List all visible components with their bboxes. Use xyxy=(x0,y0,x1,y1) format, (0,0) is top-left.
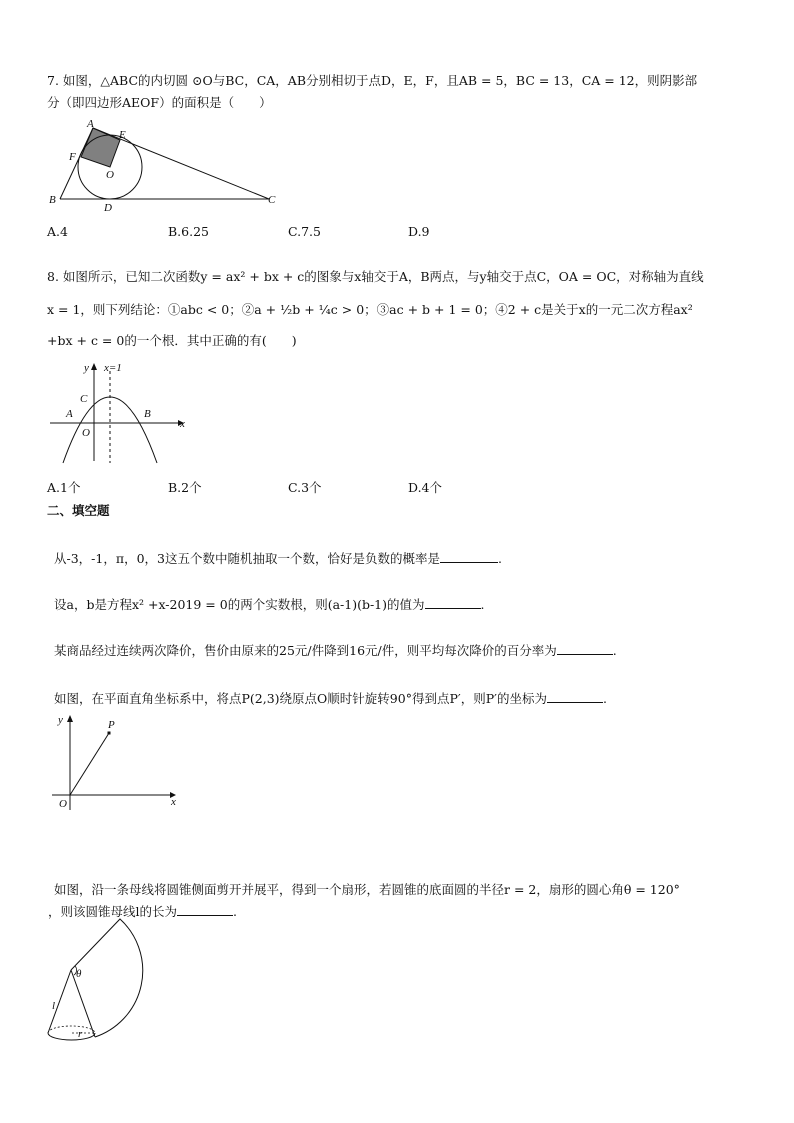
label-o: O xyxy=(106,169,114,181)
label-f: F xyxy=(69,151,76,163)
fill-question-4 xyxy=(54,690,607,707)
q7-option-b[interactable]: B.6.25 xyxy=(168,224,209,239)
q8-option-c[interactable]: C.3个 xyxy=(288,480,322,495)
fill-question-5-end: . xyxy=(233,904,237,919)
fill-question-3 xyxy=(54,642,617,659)
label-x: x xyxy=(180,418,185,430)
label-theta: θ xyxy=(76,968,82,980)
fill-question-2 xyxy=(54,596,485,613)
label-b: B xyxy=(49,194,56,206)
section-heading-fill-in: 二、填空题 xyxy=(47,503,110,518)
label-o: O xyxy=(59,798,67,810)
f4-coordinate-figure xyxy=(52,712,187,812)
fill-question-3-end: . xyxy=(612,643,617,658)
q7-option-a[interactable]: A.4 xyxy=(47,224,68,239)
answer-blank-3[interactable] xyxy=(557,642,613,655)
q8-text-line1: 8. 如图所示，已知二次函数y = ax² + bx + c的图象与x轴交于A，B两点，与y轴交于点C，OA = OC，对称轴为直线 xyxy=(47,269,704,284)
y-axis-arrow xyxy=(67,715,73,722)
label-x: x xyxy=(171,796,176,808)
answer-blank-5[interactable] xyxy=(177,903,233,916)
q8-text-line2: x = 1，则下列结论：①abc < 0；②a + ½b + ¼c > 0；③ac + b + 1 = 0；④2 + c是关于x的一元二次方程ax² xyxy=(47,302,693,317)
parabola-curve xyxy=(63,397,157,463)
q8-text-line3: +bx + c = 0的一个根．其中正确的有( ) xyxy=(47,333,297,348)
label-p: P xyxy=(108,719,115,731)
fill-question-3-text: 某商品经过连续两次降价，售价由原来的25元/件降到16元/件，则平均每次降价的百分率为 xyxy=(54,643,557,658)
answer-blank-4[interactable] xyxy=(547,690,603,703)
label-a: A xyxy=(87,118,94,130)
q8-option-d[interactable]: D.4个 xyxy=(408,480,443,495)
q7-triangle-figure xyxy=(44,115,289,215)
label-y: y xyxy=(58,714,63,726)
fill-question-5-text: ，则该圆锥母线l的长为 xyxy=(48,904,177,919)
f5-cone-sector-figure xyxy=(42,915,152,1045)
q7-option-c[interactable]: C.7.5 xyxy=(288,224,321,239)
label-c: C xyxy=(268,194,276,206)
q8-parabola-figure xyxy=(46,357,196,467)
label-symmetry-axis: x=1 xyxy=(104,362,122,374)
label-y: y xyxy=(84,362,89,374)
label-l: l xyxy=(52,1000,56,1012)
label-c: C xyxy=(80,393,88,405)
q7-text-line2: 分（即四边形AEOF）的面积是（ ） xyxy=(47,95,272,110)
q8-option-b[interactable]: B.2个 xyxy=(168,480,202,495)
label-a: A xyxy=(66,408,73,420)
fill-question-2-end: . xyxy=(480,597,485,612)
cone-base-front xyxy=(48,1033,95,1040)
label-e: E xyxy=(119,129,126,141)
label-b: B xyxy=(144,408,151,420)
fill-question-1 xyxy=(54,550,502,567)
fill-question-4-text: 如图，在平面直角坐标系中，将点P(2,3)绕原点O顺时针旋转90°得到点P′，则P′的坐标为 xyxy=(54,691,547,706)
cone-base-back xyxy=(48,1026,95,1033)
point-p xyxy=(108,732,111,735)
label-r: r xyxy=(78,1028,83,1040)
side-ab xyxy=(60,128,93,199)
label-o: O xyxy=(82,427,90,439)
fill-question-1-end: . xyxy=(497,551,502,566)
label-d: D xyxy=(104,202,112,214)
shaded-quadrilateral-aeof xyxy=(81,128,120,167)
q7-option-d[interactable]: D.9 xyxy=(408,224,430,239)
y-axis-arrow xyxy=(91,363,97,370)
fill-question-5-line1: 如图，沿一条母线将圆锥侧面剪开并展平，得到一个扇形，若圆锥的底面圆的半径r = 2，扇形的圆心角θ = 120° xyxy=(54,882,680,897)
answer-blank-2[interactable] xyxy=(425,596,481,609)
sector-arc xyxy=(71,919,143,1037)
answer-blank-1[interactable] xyxy=(440,550,498,563)
fill-question-2-text: 设a，b是方程x² +x-2019 = 0的两个实数根，则(a-1)(b-1)的值为 xyxy=(54,597,425,612)
q7-text-line1: 7. 如图，△ABC的内切圆 ⊙O与BC，CA，AB分别相切于点D，E，F，且AB = 5，BC = 13，CA = 12，则阴影部 xyxy=(47,73,698,88)
q8-option-a[interactable]: A.1个 xyxy=(47,480,81,495)
fill-question-4-end: . xyxy=(602,691,607,706)
segment-op xyxy=(70,733,109,795)
fill-question-1-text: 从-3，-1，π，0，3这五个数中随机抽取一个数，恰好是负数的概率是 xyxy=(54,551,440,566)
